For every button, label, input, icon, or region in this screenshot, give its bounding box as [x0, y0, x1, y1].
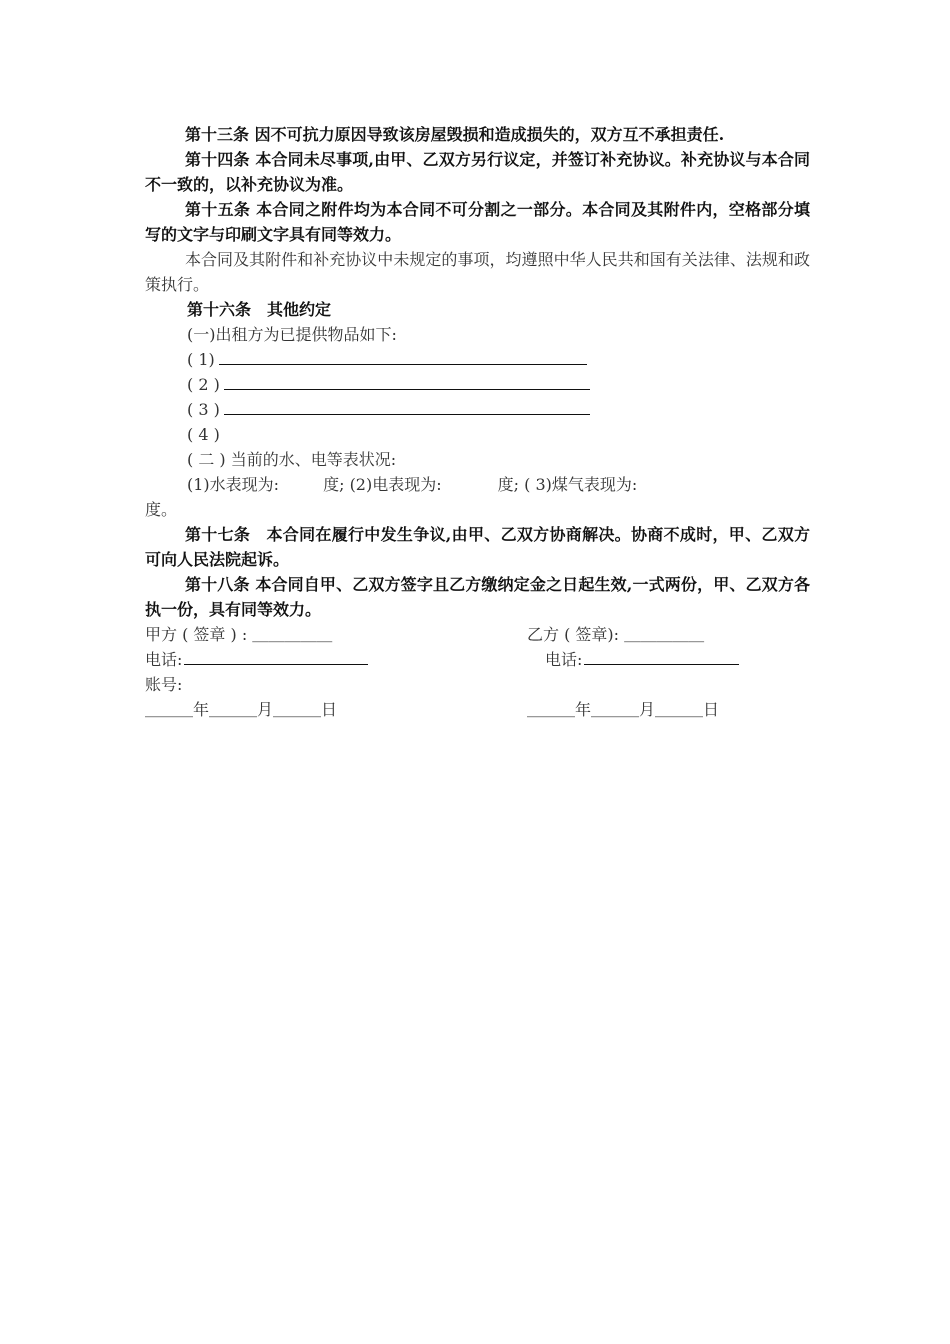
signature-row [145, 622, 810, 647]
electric-meter-label: (2)电表现为: [349, 475, 442, 494]
party-a-phone [145, 647, 368, 672]
item-row-2 [145, 372, 810, 397]
contract-body [145, 122, 810, 722]
item-blank-3[interactable] [224, 397, 590, 415]
article-17: 第十七条 本合同在履行中发生争议,由甲、乙双方协商解决。协商不成时，甲、乙双方可向人民法院起诉。 [145, 525, 810, 569]
item-label-1: ( 1) [187, 350, 215, 369]
water-meter-label: (1)水表现为: [187, 475, 280, 494]
article-18: 第十八条 本合同自甲、乙双方签字且乙方缴纳定金之日起生效,一式两份，甲、乙双方各执一份，具有同等效力。 [145, 575, 810, 619]
party-a-phone-blank[interactable] [184, 647, 368, 665]
phone-row [145, 647, 810, 672]
party-b-signature: 乙方 ( 签章): ＿＿＿＿＿ [527, 625, 705, 644]
date-row [145, 697, 810, 722]
article-15-note: 本合同及其附件和补充协议中未规定的事项，均遵照中华人民共和国有关法律、法规和政策执行。 [145, 250, 810, 294]
article-14: 第十四条 本合同未尽事项,由甲、乙双方另行议定，并签订补充协议。补充协议与本合同不一致的，以补充协议为准。 [145, 150, 810, 194]
article-13: 第十三条 因不可抗力原因导致该房屋毁损和造成损失的，双方互不承担责任. [185, 125, 725, 144]
item-label-3: ( 3 ) [187, 400, 220, 419]
party-b-phone-label: 电话: [545, 650, 583, 669]
gas-meter-label: ( 3)煤气表现为: [524, 475, 638, 494]
party-b-phone-blank[interactable] [584, 647, 739, 665]
party-b-date: ＿＿＿年＿＿＿月＿＿＿日 [527, 700, 720, 719]
item-blank-1[interactable] [219, 347, 587, 365]
electric-degree: 度; [497, 475, 520, 494]
article-15: 第十五条 本合同之附件均为本合同不可分割之一部分。本合同及其附件内，空格部分填写的文字与印刷文字具有同等效力。 [145, 200, 810, 244]
meter-row [145, 472, 810, 497]
account-row [145, 672, 810, 697]
item-label-4: ( 4 ) [187, 425, 220, 444]
gas-degree: 度。 [145, 500, 178, 519]
water-degree: 度; [323, 475, 345, 494]
party-a-date: ＿＿＿年＿＿＿月＿＿＿日 [145, 700, 338, 719]
party-a-account-label: 账号: [145, 675, 183, 694]
party-a-signature: 甲方 ( 签章 ) : ＿＿＿＿＿ [145, 625, 333, 644]
party-a-phone-label: 电话: [145, 650, 183, 669]
item-row-1 [145, 347, 810, 372]
item-row-3 [145, 397, 810, 422]
party-b-phone [545, 647, 739, 672]
meter-intro: ( 二 ) 当前的水、电等表状况: [187, 450, 397, 469]
item-label-2: ( 2 ) [187, 375, 220, 394]
item-blank-2[interactable] [224, 372, 590, 390]
article-16-title: 第十六条 其他约定 [187, 300, 332, 319]
item-row-4 [145, 422, 810, 447]
article-16-items-intro: (一)出租方为已提供物品如下: [187, 325, 397, 344]
